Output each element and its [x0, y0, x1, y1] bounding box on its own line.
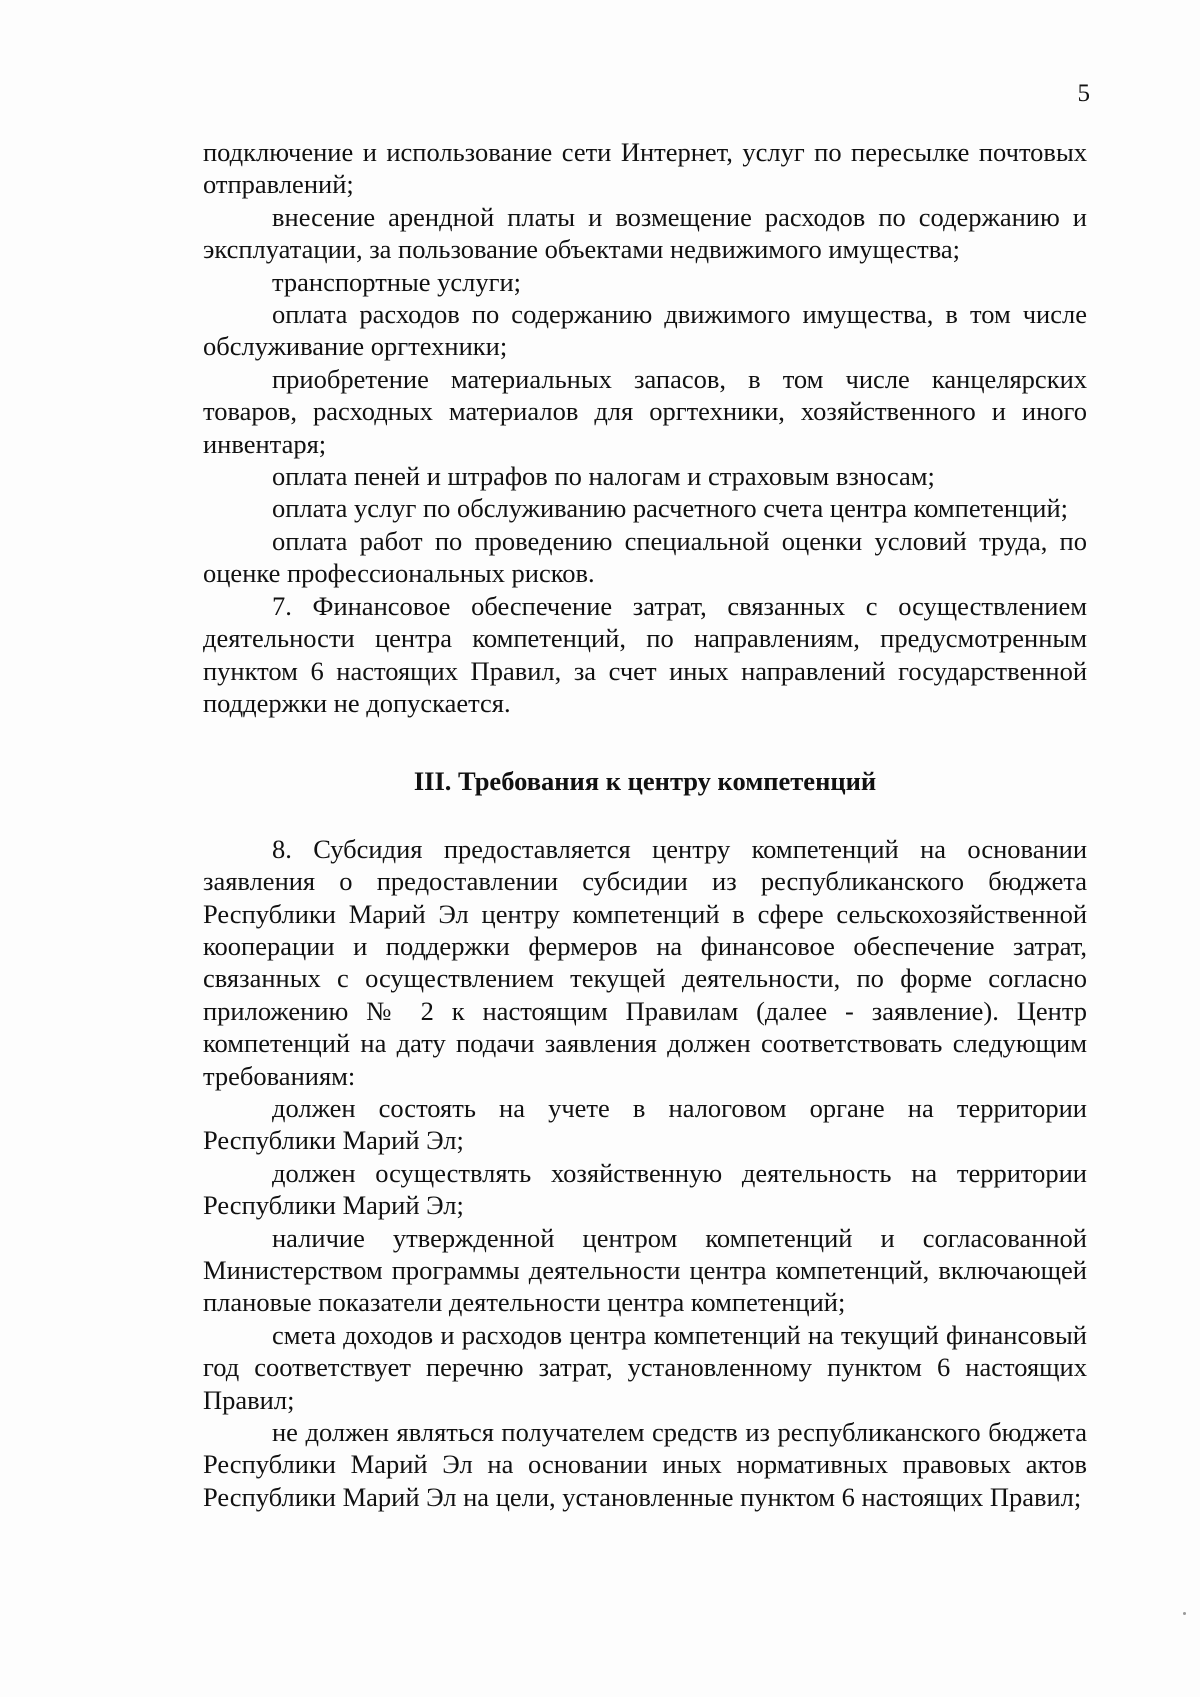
paragraph-point-8: 8. Субсидия предоставляется центру компетенций на основании заявления о предоставлении субсидии из республиканского бюджета Республики Марий Эл центру компетенций в сфере сельскохозяйственной кооперации и поддержки фермеров на финансовое обеспечение затрат, связанных с осуществлением текущей деятельности, по форме согласно приложению № 2 к настоящим Правилам (далее - заявление). Центр компетенций на дату подачи заявления должен соответствовать следующим требованиям:: [203, 833, 1087, 1091]
paragraph: транспортные услуги;: [272, 266, 522, 297]
paragraph: подключение и использование сети Интернет, услуг по пересылке почтовых отправлений;: [203, 137, 1087, 200]
paragraph: наличие утвержденной центром компетенций и согласованной Министерством программы деятельности центра компетенций, включающей плановые показатели деятельности центра компетенций;: [203, 1222, 1087, 1318]
paragraph: смета доходов и расходов центра компетенций на текущий финансовый год соответствует перечню затрат, установленному пунктом 6 настоящих Правил;: [203, 1319, 1087, 1415]
section-heading: III. Требования к центру компетенций: [413, 766, 877, 797]
paragraph: не должен являться получателем средств из республиканского бюджета Республики Марий Эл на основании иных нормативных правовых актов Республики Марий Эл на цели, установленные пунктом 6 настоящих Правил;: [203, 1417, 1087, 1512]
paragraph: должен состоять на учете в налоговом органе на территории Республики Марий Эл;: [203, 1092, 1087, 1156]
paragraph: оплата услуг по обслуживанию расчетного счета центра компетенций;: [272, 493, 1069, 524]
paragraph: оплата расходов по содержанию движимого имущества, в том числе обслуживание оргтехники;: [203, 299, 1087, 362]
paragraph: внесение арендной платы и возмещение расходов по содержанию и эксплуатации, за пользование объектами недвижимого имущества;: [203, 201, 1087, 265]
paragraph: должен осуществлять хозяйственную деятельность на территории Республики Марий Эл;: [203, 1157, 1087, 1221]
page-number: 5: [1077, 80, 1090, 107]
scan-speck: [1183, 1612, 1186, 1615]
paragraph: оплата пеней и штрафов по налогам и страховым взносам;: [272, 461, 935, 492]
paragraph: приобретение материальных запасов, в том числе канцелярских товаров, расходных материалов для оргтехники, хозяйственного и иного инвентаря;: [203, 363, 1087, 459]
paragraph: оплата работ по проведению специальной оценки условий труда, по оценке профессиональных рисков.: [203, 525, 1087, 589]
document-body: [203, 136, 1087, 1513]
paragraph-point-7: 7. Финансовое обеспечение затрат, связанных с осуществлением деятельности центра компетенций, по направлениям, предусмотренным пунктом 6 настоящих Правил, за счет иных направлений государственной поддержки не допускается.: [203, 590, 1087, 718]
